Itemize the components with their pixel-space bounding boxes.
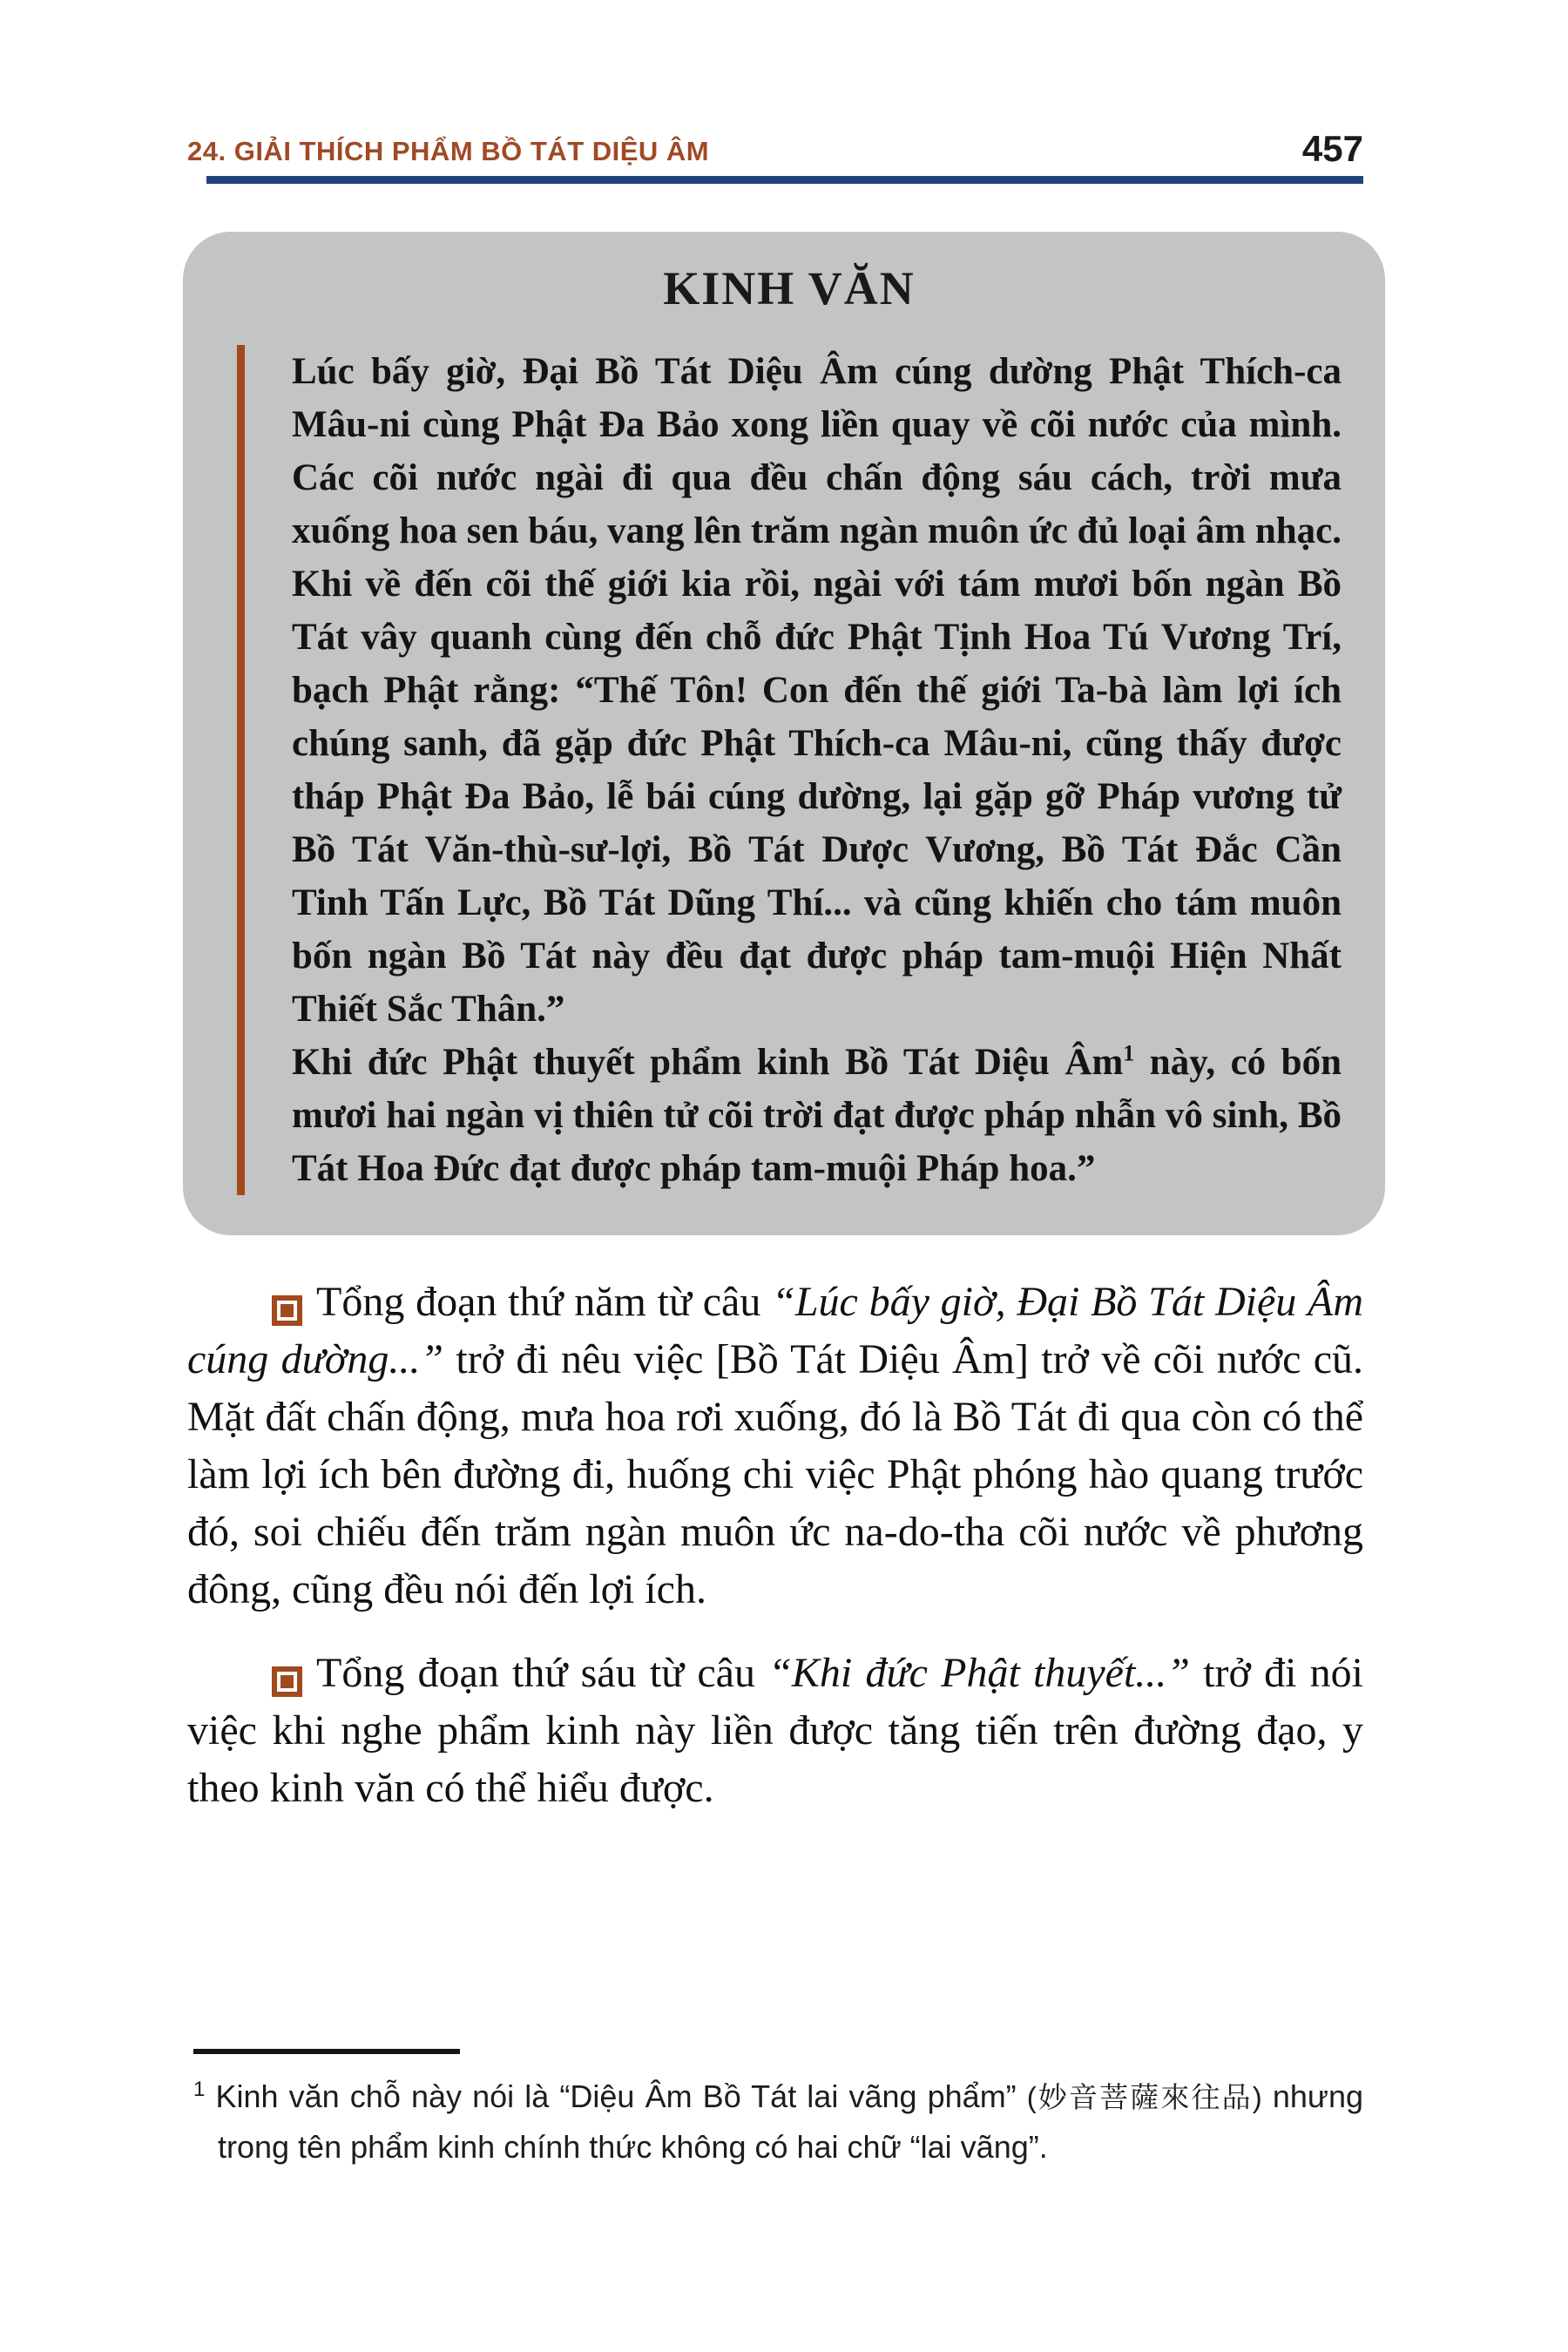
- sutra-paragraph-1: [292, 345, 1342, 1036]
- commentary-rest: trở đi nêu việc [Bồ Tát Diệu Âm] trở về cõi nước cũ. Mặt đất chấn động, mưa hoa rơi xuống, đó là Bồ Tát đi qua còn có thể làm lợi ích bên đường đi, huống chi việc Phật phóng hào quang trước đó, soi chiếu đến trăm ngàn muôn ức na-do-tha cõi nước về phương đông, cũng đều nói đến lợi ích.: [187, 1336, 1364, 1612]
- sutra-paragraph-2: [292, 1036, 1342, 1195]
- footnote-ref-superscript: 1: [1123, 1040, 1135, 1066]
- sutra-box-title: KINH VĂN: [663, 262, 916, 314]
- commentary-quote: “Khi đức Phật thuyết...”: [768, 1650, 1190, 1696]
- section-square-bullet-icon: [272, 1666, 302, 1697]
- sutra-paragraph-2-text-after: này, có bốn mươi hai ngàn vị thiên tử cõi trời đạt được pháp nhẫn vô sinh, Bồ Tát Hoa Đức đạt được pháp tam-muội Pháp hoa.”: [292, 1042, 1342, 1189]
- page-header: [187, 0, 1363, 167]
- sutra-paragraph-1-text: Lúc bấy giờ, Đại Bồ Tát Diệu Âm cúng dường Phật Thích-ca Mâu-ni cùng Phật Đa Bảo xong liền quay về cõi nước của mình. Các cõi nước ngài đi qua đều chấn động sáu cách, trời mưa xuống hoa sen báu, vang lên trăm ngàn muôn ức đủ loại âm nhạc. Khi về đến cõi thế giới kia rồi, ngài với tám mươi bốn ngàn Bồ Tát vây quanh cùng đến chỗ đức Phật Tịnh Hoa Tú Vương Trí, bạch Phật rằng: “Thế Tôn! Con đến thế giới Ta-bà làm lợi ích chúng sanh, đã gặp đức Phật Thích-ca Mâu-ni, cũng thấy được tháp Phật Đa Bảo, lễ bái cúng dường, lại gặp gỡ Pháp vương tử Bồ Tát Văn-thù-sư-lợi, Bồ Tát Dược Vương, Bồ Tát Đắc Cần Tinh Tấn Lực, Bồ Tát Dũng Thí... và cũng khiến cho tám muôn bốn ngàn Bồ Tát này đều đạt được pháp tam-muội Hiện Nhất Thiết Sắc Thân.”: [292, 351, 1342, 1030]
- commentary-rest: trở đi nói việc khi nghe phẩm kinh này liền được tăng tiến trên đường đạo, y theo kinh văn có thể hiểu được.: [187, 1650, 1363, 1811]
- footnote-marker: 1: [193, 2078, 206, 2101]
- commentary-lead: Tổng đoạn thứ sáu từ câu: [316, 1650, 769, 1696]
- footnote-chinese-text: (妙音菩薩來往品): [1026, 2081, 1262, 2113]
- footnote-area: [193, 2049, 1363, 2172]
- sutra-box: [183, 232, 1385, 1235]
- chapter-title: 24. GIẢI THÍCH PHẨM BỒ TÁT DIỆU ÂM: [187, 136, 710, 166]
- footnote-text: [193, 2072, 1363, 2172]
- sutra-quote-block: [237, 345, 1342, 1195]
- section-square-bullet-icon: [272, 1295, 302, 1326]
- sutra-paragraph-2-text-before: Khi đức Phật thuyết phẩm kinh Bồ Tát Diệu Âm: [292, 1042, 1124, 1083]
- commentary-lead: Tổng đoạn thứ năm từ câu: [316, 1279, 773, 1325]
- footnote-rule: [193, 2049, 460, 2054]
- section-square-bullet-inner: [280, 1675, 294, 1688]
- commentary-quote: “Lúc bấy giờ, Đại Bồ Tát Diệu Âm cúng dường...”: [187, 1279, 1364, 1382]
- footnote-text-before: Kinh văn chỗ này nói là “Diệu Âm Bồ Tát lai vãng phẩm”: [205, 2078, 1027, 2114]
- commentary-paragraph: [187, 1645, 1363, 1817]
- header-rule: [206, 176, 1363, 184]
- section-square-bullet-inner: [280, 1304, 294, 1317]
- footnote-text-after: nhưng trong tên phẩm kinh chính thức không có hai chữ “lai vãng”.: [218, 2078, 1364, 2165]
- commentary-paragraph: [187, 1274, 1363, 1619]
- page-number: 457: [1301, 128, 1363, 169]
